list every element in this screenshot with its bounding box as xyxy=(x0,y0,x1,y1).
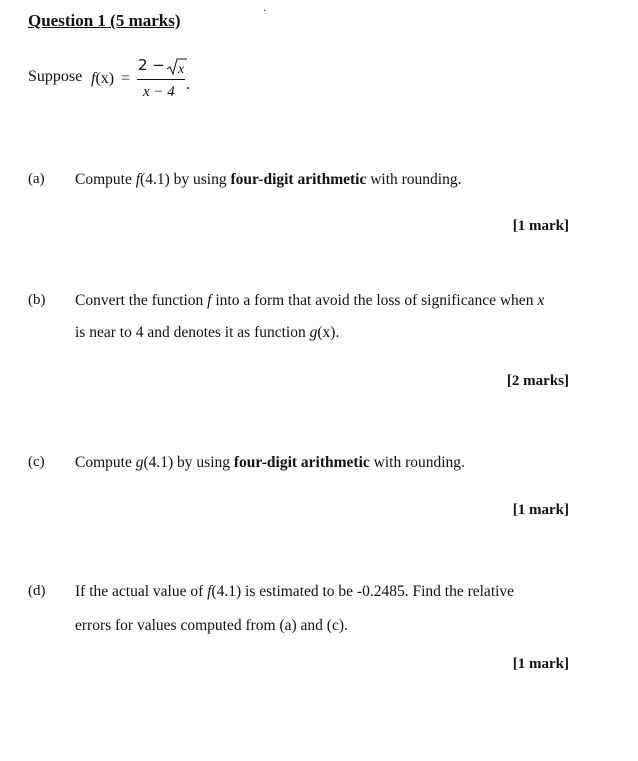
part-b-t1: Convert the function xyxy=(75,292,204,309)
question-heading: Question 1 (5 marks) xyxy=(28,11,181,30)
part-c-t1: Compute xyxy=(75,454,132,471)
stray-dot: · xyxy=(263,6,267,17)
part-b-line1 xyxy=(75,292,544,310)
function-arg: (x) xyxy=(95,70,115,87)
part-b-t2: into a form that avoid the loss of significance when xyxy=(215,292,534,309)
fraction-numerator: 2 − xyxy=(138,56,165,74)
part-c-text xyxy=(75,454,465,472)
part-d-label: (d) xyxy=(28,583,46,599)
fraction-denominator xyxy=(143,84,175,101)
part-c-arg: (4.1) xyxy=(143,454,174,471)
part-a-arg: (4.1) xyxy=(140,171,170,188)
suppose-label: Suppose xyxy=(28,68,83,85)
part-d-arg: (4.1) xyxy=(211,583,242,600)
part-b-end: . xyxy=(335,324,340,341)
part-b-garg: (x) xyxy=(317,324,336,341)
square-root-icon xyxy=(167,58,187,76)
part-a-label: (a) xyxy=(28,171,45,187)
part-a-fname: f xyxy=(135,171,141,188)
part-d-t2: is estimated to be -0.2485. Find the relative xyxy=(245,583,515,600)
part-b-t3: is near to 4 and denotes it as function xyxy=(75,324,306,341)
part-b-label: (b) xyxy=(28,292,46,308)
part-a-marks: [1 mark] xyxy=(512,218,569,234)
part-b-marks: [2 marks] xyxy=(506,373,569,389)
part-a-t2: by using xyxy=(173,171,227,188)
equals-sign: = xyxy=(121,70,131,87)
part-a-bold: four-digit arithmetic xyxy=(230,171,367,188)
definition-period: . xyxy=(186,76,190,93)
part-c-marks: [1 mark] xyxy=(512,502,569,518)
part-b-f: f xyxy=(207,292,212,309)
part-d-t1: If the actual value of xyxy=(75,583,204,600)
radicand: x xyxy=(178,62,185,76)
part-a-t1: Compute xyxy=(75,171,132,188)
part-d-line2: errors for values computed from (a) and (c). xyxy=(75,617,348,634)
part-a-t3: with rounding. xyxy=(370,171,462,188)
part-d-line1 xyxy=(75,583,514,601)
function-name: f xyxy=(91,70,96,87)
denominator-expr: x − 4 xyxy=(143,84,175,100)
part-b-g: g xyxy=(309,324,318,341)
part-d-f: f xyxy=(207,583,212,600)
part-c-t2: by using xyxy=(177,454,231,471)
part-c-bold: four-digit arithmetic xyxy=(233,454,370,471)
part-a-text xyxy=(75,171,461,189)
part-d-marks: [1 mark] xyxy=(512,656,569,672)
part-b-x: x xyxy=(537,292,545,309)
part-c-label: (c) xyxy=(28,454,45,470)
part-c-gname: g xyxy=(135,454,144,471)
part-b-line2 xyxy=(75,324,339,342)
fraction-bar xyxy=(137,79,185,80)
function-lhs xyxy=(91,70,114,88)
part-c-t3: with rounding. xyxy=(373,454,465,471)
